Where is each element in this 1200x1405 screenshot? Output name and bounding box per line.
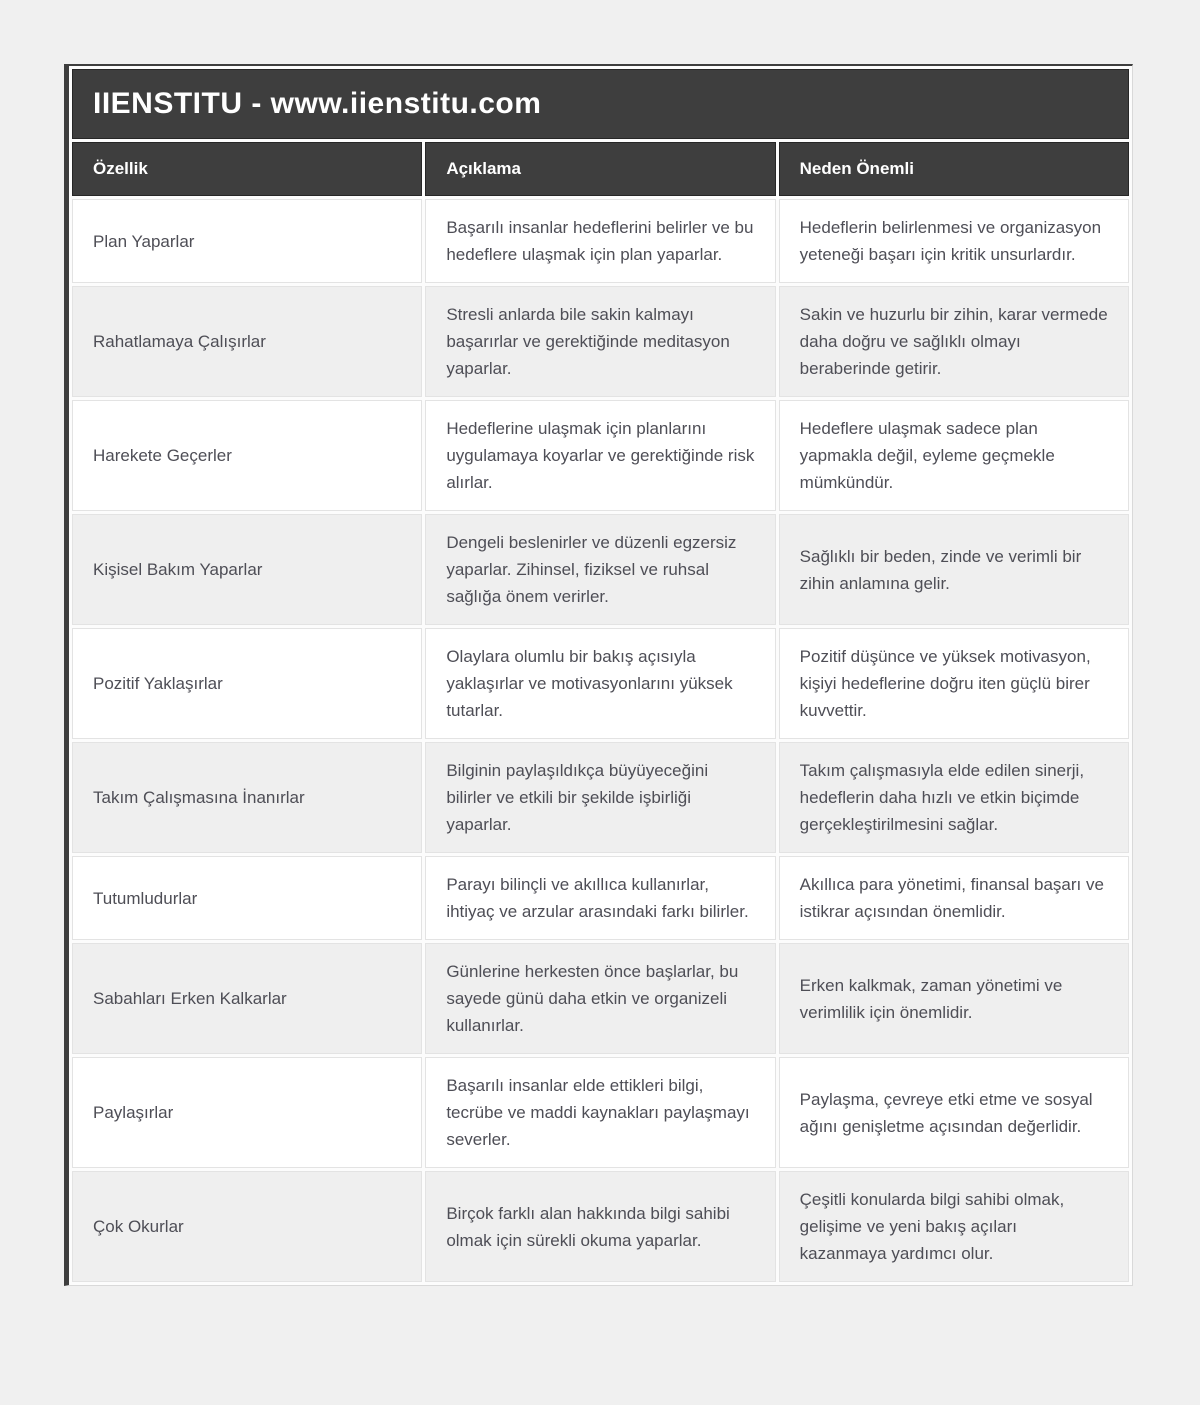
importance-cell: Hedeflere ulaşmak sadece plan yapmakla değil, eyleme geçmekle mümkündür.	[779, 400, 1129, 511]
feature-cell: Rahatlamaya Çalışırlar	[72, 286, 422, 397]
column-header-aciklama: Açıklama	[425, 142, 775, 196]
description-cell: Başarılı insanlar hedeflerini belirler ve bu hedeflere ulaşmak için plan yaparlar.	[425, 199, 775, 283]
table-row	[72, 943, 1129, 1054]
feature-cell: Çok Okurlar	[72, 1171, 422, 1282]
title-row	[72, 69, 1129, 139]
feature-cell: Pozitif Yaklaşırlar	[72, 628, 422, 739]
description-cell: Hedeflerine ulaşmak için planlarını uygulamaya koyarlar ve gerektiğinde risk alırlar.	[425, 400, 775, 511]
importance-cell: Erken kalkmak, zaman yönetimi ve verimlilik için önemlidir.	[779, 943, 1129, 1054]
feature-cell: Plan Yaparlar	[72, 199, 422, 283]
importance-cell: Paylaşma, çevreye etki etme ve sosyal ağını genişletme açısından değerlidir.	[779, 1057, 1129, 1168]
description-cell: Günlerine herkesten önce başlarlar, bu sayede günü daha etkin ve organizeli kullanırlar.	[425, 943, 775, 1054]
features-table	[64, 64, 1133, 1286]
table-row	[72, 199, 1129, 283]
importance-cell: Pozitif düşünce ve yüksek motivasyon, kişiyi hedeflerine doğru iten güçlü birer kuvvettir.	[779, 628, 1129, 739]
importance-cell: Akıllıca para yönetimi, finansal başarı ve istikrar açısından önemlidir.	[779, 856, 1129, 940]
table-row	[72, 514, 1129, 625]
feature-cell: Tutumludurlar	[72, 856, 422, 940]
description-cell: Parayı bilinçli ve akıllıca kullanırlar, ihtiyaç ve arzular arasındaki farkı bilirler.	[425, 856, 775, 940]
table-row	[72, 856, 1129, 940]
table-row	[72, 1057, 1129, 1168]
importance-cell: Hedeflerin belirlenmesi ve organizasyon yeteneği başarı için kritik unsurlardır.	[779, 199, 1129, 283]
importance-cell: Çeşitli konularda bilgi sahibi olmak, gelişime ve yeni bakış açıları kazanmaya yardımcı olur.	[779, 1171, 1129, 1282]
feature-cell: Sabahları Erken Kalkarlar	[72, 943, 422, 1054]
importance-cell: Takım çalışmasıyla elde edilen sinerji, hedeflerin daha hızlı ve etkin biçimde gerçekleştirilmesini sağlar.	[779, 742, 1129, 853]
table-row	[72, 400, 1129, 511]
table-body	[72, 199, 1129, 1282]
table-row	[72, 742, 1129, 853]
description-cell: Olaylara olumlu bir bakış açısıyla yaklaşırlar ve motivasyonlarını yüksek tutarlar.	[425, 628, 775, 739]
description-cell: Birçok farklı alan hakkında bilgi sahibi olmak için sürekli okuma yaparlar.	[425, 1171, 775, 1282]
feature-cell: Harekete Geçerler	[72, 400, 422, 511]
table-row	[72, 286, 1129, 397]
feature-cell: Paylaşırlar	[72, 1057, 422, 1168]
importance-cell: Sağlıklı bir beden, zinde ve verimli bir zihin anlamına gelir.	[779, 514, 1129, 625]
description-cell: Bilginin paylaşıldıkça büyüyeceğini bilirler ve etkili bir şekilde işbirliği yaparlar.	[425, 742, 775, 853]
description-cell: Stresli anlarda bile sakin kalmayı başarırlar ve gerektiğinde meditasyon yaparlar.	[425, 286, 775, 397]
description-cell: Dengeli beslenirler ve düzenli egzersiz yaparlar. Zihinsel, fiziksel ve ruhsal sağlığa önem verirler.	[425, 514, 775, 625]
column-header-row	[72, 142, 1129, 196]
column-header-neden-onemli: Neden Önemli	[779, 142, 1129, 196]
importance-cell: Sakin ve huzurlu bir zihin, karar vermede daha doğru ve sağlıklı olmayı beraberinde getirir.	[779, 286, 1129, 397]
table-row	[72, 1171, 1129, 1282]
feature-cell: Kişisel Bakım Yaparlar	[72, 514, 422, 625]
table-row	[72, 628, 1129, 739]
feature-cell: Takım Çalışmasına İnanırlar	[72, 742, 422, 853]
description-cell: Başarılı insanlar elde ettikleri bilgi, tecrübe ve maddi kaynakları paylaşmayı severler.	[425, 1057, 775, 1168]
column-header-ozellik: Özellik	[72, 142, 422, 196]
table-title: IIENSTITU - www.iienstitu.com	[72, 69, 1129, 139]
